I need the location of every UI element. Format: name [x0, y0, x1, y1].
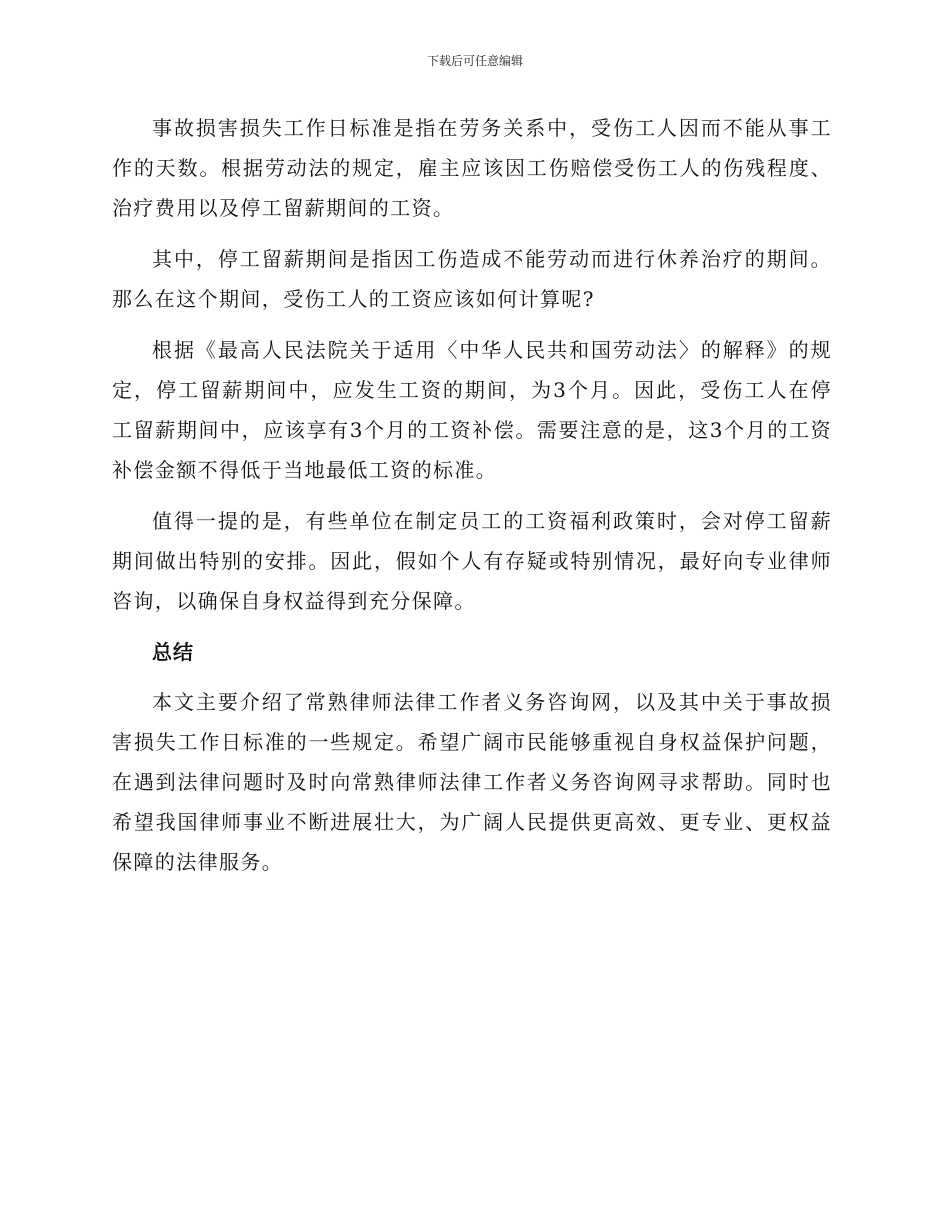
summary-heading: 总结: [152, 640, 194, 664]
paragraph-2: 其中，停工留薪期间是指因工伤造成不能劳动而进行休养治疗的期间。那么在这个期间，受伤工人的工资应该如何计算呢?: [112, 247, 832, 311]
paragraph-1: 事故损害损失工作日标准是指在劳务关系中，受伤工人因而不能从事工作的天数。根据劳动法的规定，雇主应该因工伤赔偿受伤工人的伤残程度、治疗费用以及停工留薪期间的工资。: [112, 116, 832, 220]
paragraph-3: 根据《最高人民法院关于适用〈中华人民共和国劳动法〉的解释》的规定，停工留薪期间中，应发生工资的期间，为3个月。因此，受伤工人在停工留薪期间中，应该享有3个月的工资补偿。需要注意的是，这3个月的工资补偿金额不得低于当地最低工资的标准。: [112, 338, 832, 482]
page-header: 下载后可任意编辑: [426, 54, 523, 68]
paragraph-5: 本文主要介绍了常熟律师法律工作者义务咨询网，以及其中关于事故损害损失工作日标准的一些规定。希望广阔市民能够重视自身权益保护问题，在遇到法律问题时及时向常熟律师法律工作者义务咨询网寻求帮助。同时也希望我国律师事业不断进展壮大，为广阔人民提供更高效、更专业、更权益保障的法律服务。: [112, 690, 832, 874]
document-body: [112, 108, 832, 893]
paragraph-4: 值得一提的是，有些单位在制定员工的工资福利政策时，会对停工留薪期间做出特别的安排。因此，假如个人有存疑或特别情况，最好向专业律师咨询，以确保自身权益得到充分保障。: [112, 509, 832, 613]
